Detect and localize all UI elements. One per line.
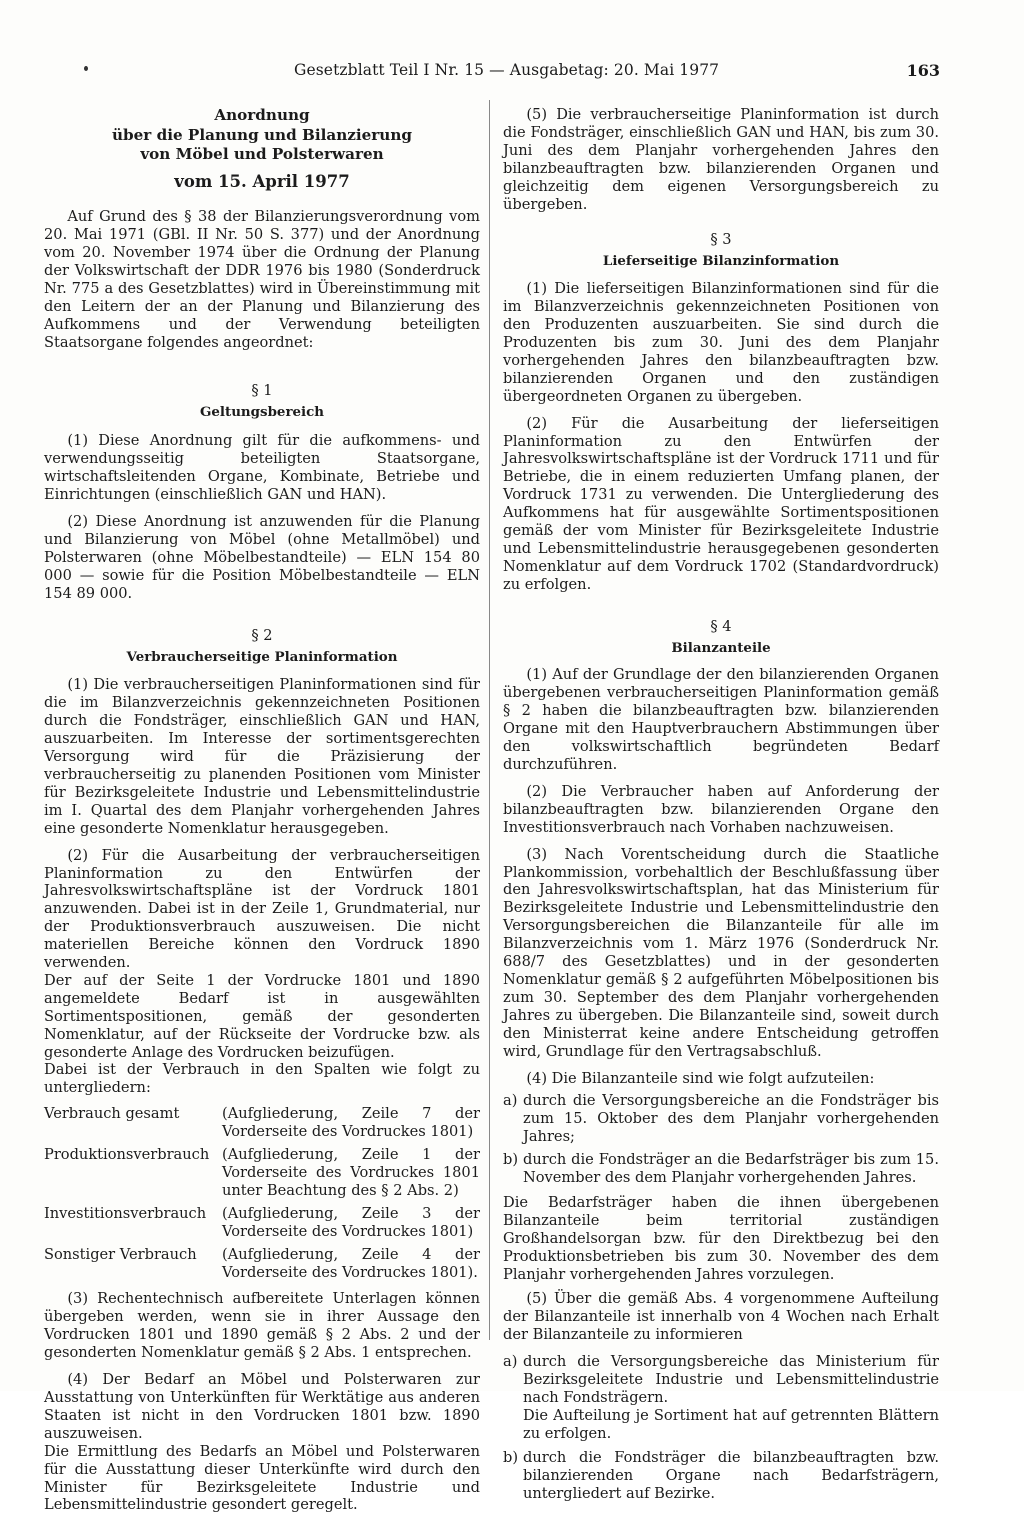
table-row-value: (Aufgliederung, Zeile 4 der Vorderseite des Vordruckes 1801). — [222, 1245, 480, 1281]
section-1-para-1: (1) Diese Anordnung gilt für die aufkommens- und verwendungsseitig beteiligten Staatsorgane, wirtschaftsleitenden Organe, Kombinate, Betriebe und Einrichtungen (einschließlich GAN und HAN). — [44, 432, 480, 504]
section-4-para-2: (2) Die Verbraucher haben auf Anforderung der bilanzbeauftragten bzw. bilanzierenden Organe den Investitionsverbrauch nach Vorhaben nachzuweisen. — [503, 782, 939, 836]
table-row-label: Produktionsverbrauch — [44, 1146, 210, 1164]
section-2-para-4: (4) Der Bedarf an Möbel und Polsterwaren zur Ausstattung von Unterkünften für Werktätige aus anderen Staaten ist nicht in den Vordrucken 1801 bzw. 1890 auszuweisen. — [44, 1371, 480, 1442]
section-2-para-2c: Dabei ist der Verbrauch in den Spalten wie folgt zu untergliedern: — [44, 1061, 480, 1097]
section-4-para-1: (1) Auf der Grundlage der den bilanzierenden Organen übergebenen verbraucherseitigen Planinformation gemäß § 2 haben die bilanzbeauftragten bzw. bilanzierenden Organe mit den Hauptverbrauchern Abstimmungen über den volkswirtschaftlich begründeten Bedarf durchzuführen. — [503, 666, 939, 773]
section-3-number: § 3 — [710, 231, 732, 249]
list-item — [503, 1449, 939, 1503]
doc-title-line-3: von Möbel und Polsterwaren — [140, 145, 384, 163]
list-item-text: durch die Versorgungsbereiche an die Fondsträger bis zum 15. Oktober des dem Planjahr vorhergehenden Jahres; — [523, 1092, 939, 1146]
table-row-label: Sonstiger Verbrauch — [44, 1245, 197, 1263]
table-row-value: (Aufgliederung, Zeile 3 der Vorderseite des Vordruckes 1801) — [222, 1204, 480, 1240]
section-4-number: § 4 — [710, 617, 732, 635]
section-4-para-5: (5) Über die gemäß Abs. 4 vorgenommene Aufteilung der Bilanzanteile ist innerhalb von 4 Wochen nach Erhalt der Bilanzanteile zu informieren — [503, 1290, 939, 1344]
section-2-title: Verbraucherseitige Planinformation — [126, 648, 398, 665]
doc-title-line-1: Anordnung — [214, 106, 310, 124]
section-4-title: Bilanzanteile — [671, 639, 771, 656]
list-item-marker: b) — [503, 1448, 519, 1466]
section-4-para-4: (4) Die Bilanzanteile sind wie folgt aufzuteilen: — [526, 1069, 875, 1087]
preamble: Auf Grund des § 38 der Bilanzierungsverordnung vom 20. Mai 1971 (GBl. II Nr. 50 S. 377) und der Anordnung vom 20. November 1974 über die Ordnung der Planung der Volkswirtschaft der DDR 1976 bis 1980 (Sonderdruck Nr. 775 a des Gesetzblattes) wird in Übereinstimmung mit den Leitern der an der Planung und Bilanzierung des Aufkommens und der Verwendung beteiligten Staatsorgane folgendes angeordnet: — [44, 208, 480, 351]
section-3-para-1: (1) Die lieferseitigen Bilanzinformationen sind für die im Bilanzverzeichnis gekennzeichneten Positionen von den Produzenten auszuarbeiten. Sie sind durch die Produzenten bis zum 30. Juni des dem Planjahr vorhergehenden Jahres den bilanzbeauftragten bzw. bilanzierenden Organen und den zuständigen übergeordneten Organen zu übergeben. — [503, 280, 939, 405]
section-2-number: § 2 — [251, 626, 273, 644]
section-2-para-2: (2) Für die Ausarbeitung der verbraucherseitigen Planinformation zu den Entwürfen der Jahresvolkswirtschaftspläne ist der Vordruck 1801 anzuwenden. Dabei ist in der Zeile 1, Grundmaterial, nur der Produktionsverbrauch auszuweisen. Die nicht materiellen Bereiche können den Vordruck 1890 verwenden. — [44, 846, 480, 972]
right-column — [503, 106, 939, 1502]
section-4-para-3: (3) Nach Vorentscheidung durch die Staatliche Plankommission, vorbehaltlich der Beschlußfassung über den Jahresvolkswirtschaftsplan, hat das Ministerium für Bezirksgeleitete Industrie und Lebensmittelindustrie den Versorgungsbereichen die Bilanzanteile für alle im Bilanzverzeichnis vom 1. März 1976 (Sonderdruck Nr. 688/7 des Gesetzblattes) und in der gesonderten Nomenklatur gemäß § 2 aufgeführten Möbelpositionen bis zum 30. September des dem Planjahr vorhergehenden Jahres zu übergeben. Die Bilanzanteile sind, soweit durch den Ministerrat keine andere Entscheidung getroffen wird, Grundlage für den Vertragsabschluß. — [503, 845, 939, 1060]
table-row — [44, 1246, 480, 1282]
list-item — [503, 1353, 939, 1407]
list-item-marker: b) — [503, 1151, 519, 1169]
section-2-para-4b: Die Ermittlung des Bedarfs an Möbel und Polsterwaren für die Ausstattung dieser Unterkünfte wird durch den Minister für Bezirksgeleitete Industrie und Lebensmittelindustrie gesondert geregelt. — [44, 1442, 480, 1514]
list-item — [503, 1092, 939, 1146]
header-text: Gesetzblatt Teil I Nr. 15 — Ausgabetag: 20. Mai 1977 — [294, 61, 720, 79]
column-divider — [489, 100, 490, 1340]
consumption-table — [44, 1105, 480, 1281]
speck-mark — [84, 66, 88, 71]
section-2-para-5: (5) Die verbraucherseitige Planinformation ist durch die Fondsträger, einschließlich GAN und HAN, bis zum 30. Juni des dem Planjahr vorhergehenden Jahres den bilanzbeauftragten bzw. bilanzierenden Organen und gleichzeitig dem eigenen Versorgungsbereich zu übergeben. — [503, 106, 939, 213]
list-item-marker: a) — [503, 1092, 518, 1110]
left-column — [44, 106, 480, 1514]
list-item-text: durch die Versorgungsbereiche das Ministerium für Bezirksgeleitete Industrie und Lebensmittelindustrie nach Fondsträgern. — [523, 1353, 939, 1406]
table-row — [44, 1105, 480, 1141]
list-item-text: durch die Fondsträger an die Bedarfsträger bis zum 15. November des dem Planjahr vorhergehenden Jahres. — [523, 1151, 939, 1187]
table-row-label: Investitionsverbrauch — [44, 1204, 207, 1222]
table-row — [44, 1205, 480, 1241]
section-2-para-2b: Der auf der Seite 1 der Vordrucke 1801 und 1890 angemeldete Bedarf ist in ausgewählten Sortimentspositionen, gemäß der gesonderten Nomenklatur, auf der Rückseite der Vordrucke bzw. als gesonderte Anlage des Vordrucken beizufügen. — [44, 971, 480, 1061]
section-2-para-3: (3) Rechentechnisch aufbereitete Unterlagen können übergeben werden, wenn sie in ihrer Aussage den Vordrucken 1801 und 1890 gemäß § 2 Abs. 2 und der gesonderten Nomenklatur gemäß § 2 Abs. 1 entsprechen. — [44, 1290, 480, 1362]
page-number: 163 — [906, 61, 940, 80]
section-1-title: Geltungsbereich — [199, 403, 325, 420]
page-header — [40, 62, 940, 88]
list-item-text: durch die Fondsträger die bilanzbeauftragten bzw. bilanzierenden Organe nach Bedarfsträgern, untergliedert auf Bezirke. — [523, 1448, 939, 1502]
section-3-title: Lieferseitige Bilanzinformation — [602, 253, 840, 270]
table-row-value: (Aufgliederung, Zeile 1 der Vorderseite des Vordruckes 1801 unter Beachtung des § 2 Abs. 2) — [222, 1146, 480, 1199]
table-row-value: (Aufgliederung, Zeile 7 der Vorderseite des Vordruckes 1801) — [222, 1105, 480, 1141]
list-item-continuation: Die Aufteilung je Sortiment hat auf getrennten Blättern zu erfolgen. — [523, 1406, 939, 1442]
section-4-para-4c: Die Bedarfsträger haben die ihnen übergebenen Bilanzanteile beim territorial zuständigen Großhandelsorgan bzw. für den Direktbezug bei den Produktionsbetrieben bis zum 30. November des dem Planjahr vorhergehenden Jahres vorzulegen. — [503, 1193, 939, 1283]
doc-title-line-2: über die Planung und Bilanzierung — [111, 125, 413, 144]
doc-date: vom 15. April 1977 — [174, 171, 350, 191]
section-1-para-2: (2) Diese Anordnung ist anzuwenden für die Planung und Bilanzierung von Möbel (ohne Metallmöbel) und Polsterwaren (ohne Möbelbestandteile) — ELN 154 80 000 — sowie für die Position Möbelbestandteile — ELN 154 89 000. — [44, 513, 480, 602]
section-1-number: § 1 — [251, 381, 273, 399]
section-2-para-1: (1) Die verbraucherseitigen Planinformationen sind für die im Bilanzverzeichnis gekennzeichneten Positionen durch die Fondsträger, einschließlich GAN und HAN, auszuarbeiten. Im Interesse der sortimentsgerechten Versorgung wird für die Präzisierung der verbraucherseitig zu planenden Positionen vom Minister für Bezirksgeleitete Industrie und Lebensmittelindustrie im I. Quartal des dem Planjahr vorhergehenden Jahres eine gesonderte Nomenklatur herausgegeben. — [44, 676, 480, 837]
list-item-marker: a) — [503, 1353, 518, 1371]
section-3-para-2: (2) Für die Ausarbeitung der lieferseitigen Planinformation zu den Entwürfen der Jahresvolkswirtschaftspläne ist der Vordruck 1711 und für Betriebe, die in einem reduzierten Umfang planen, der Vordruck 1731 zu verwenden. Die Untergliederung des Aufkommens hat für ausgewählte Sortimentspositionen gemäß der vom Minister für Bezirksgeleitete Industrie und Lebensmittelindustrie herausgegebenen gesonderten Nomenklatur auf dem Vordruck 1702 (Standardvordruck) zu erfolgen. — [503, 414, 939, 593]
list-item — [503, 1151, 939, 1187]
table-row — [44, 1146, 480, 1200]
table-row-label: Verbrauch gesamt — [44, 1105, 180, 1123]
